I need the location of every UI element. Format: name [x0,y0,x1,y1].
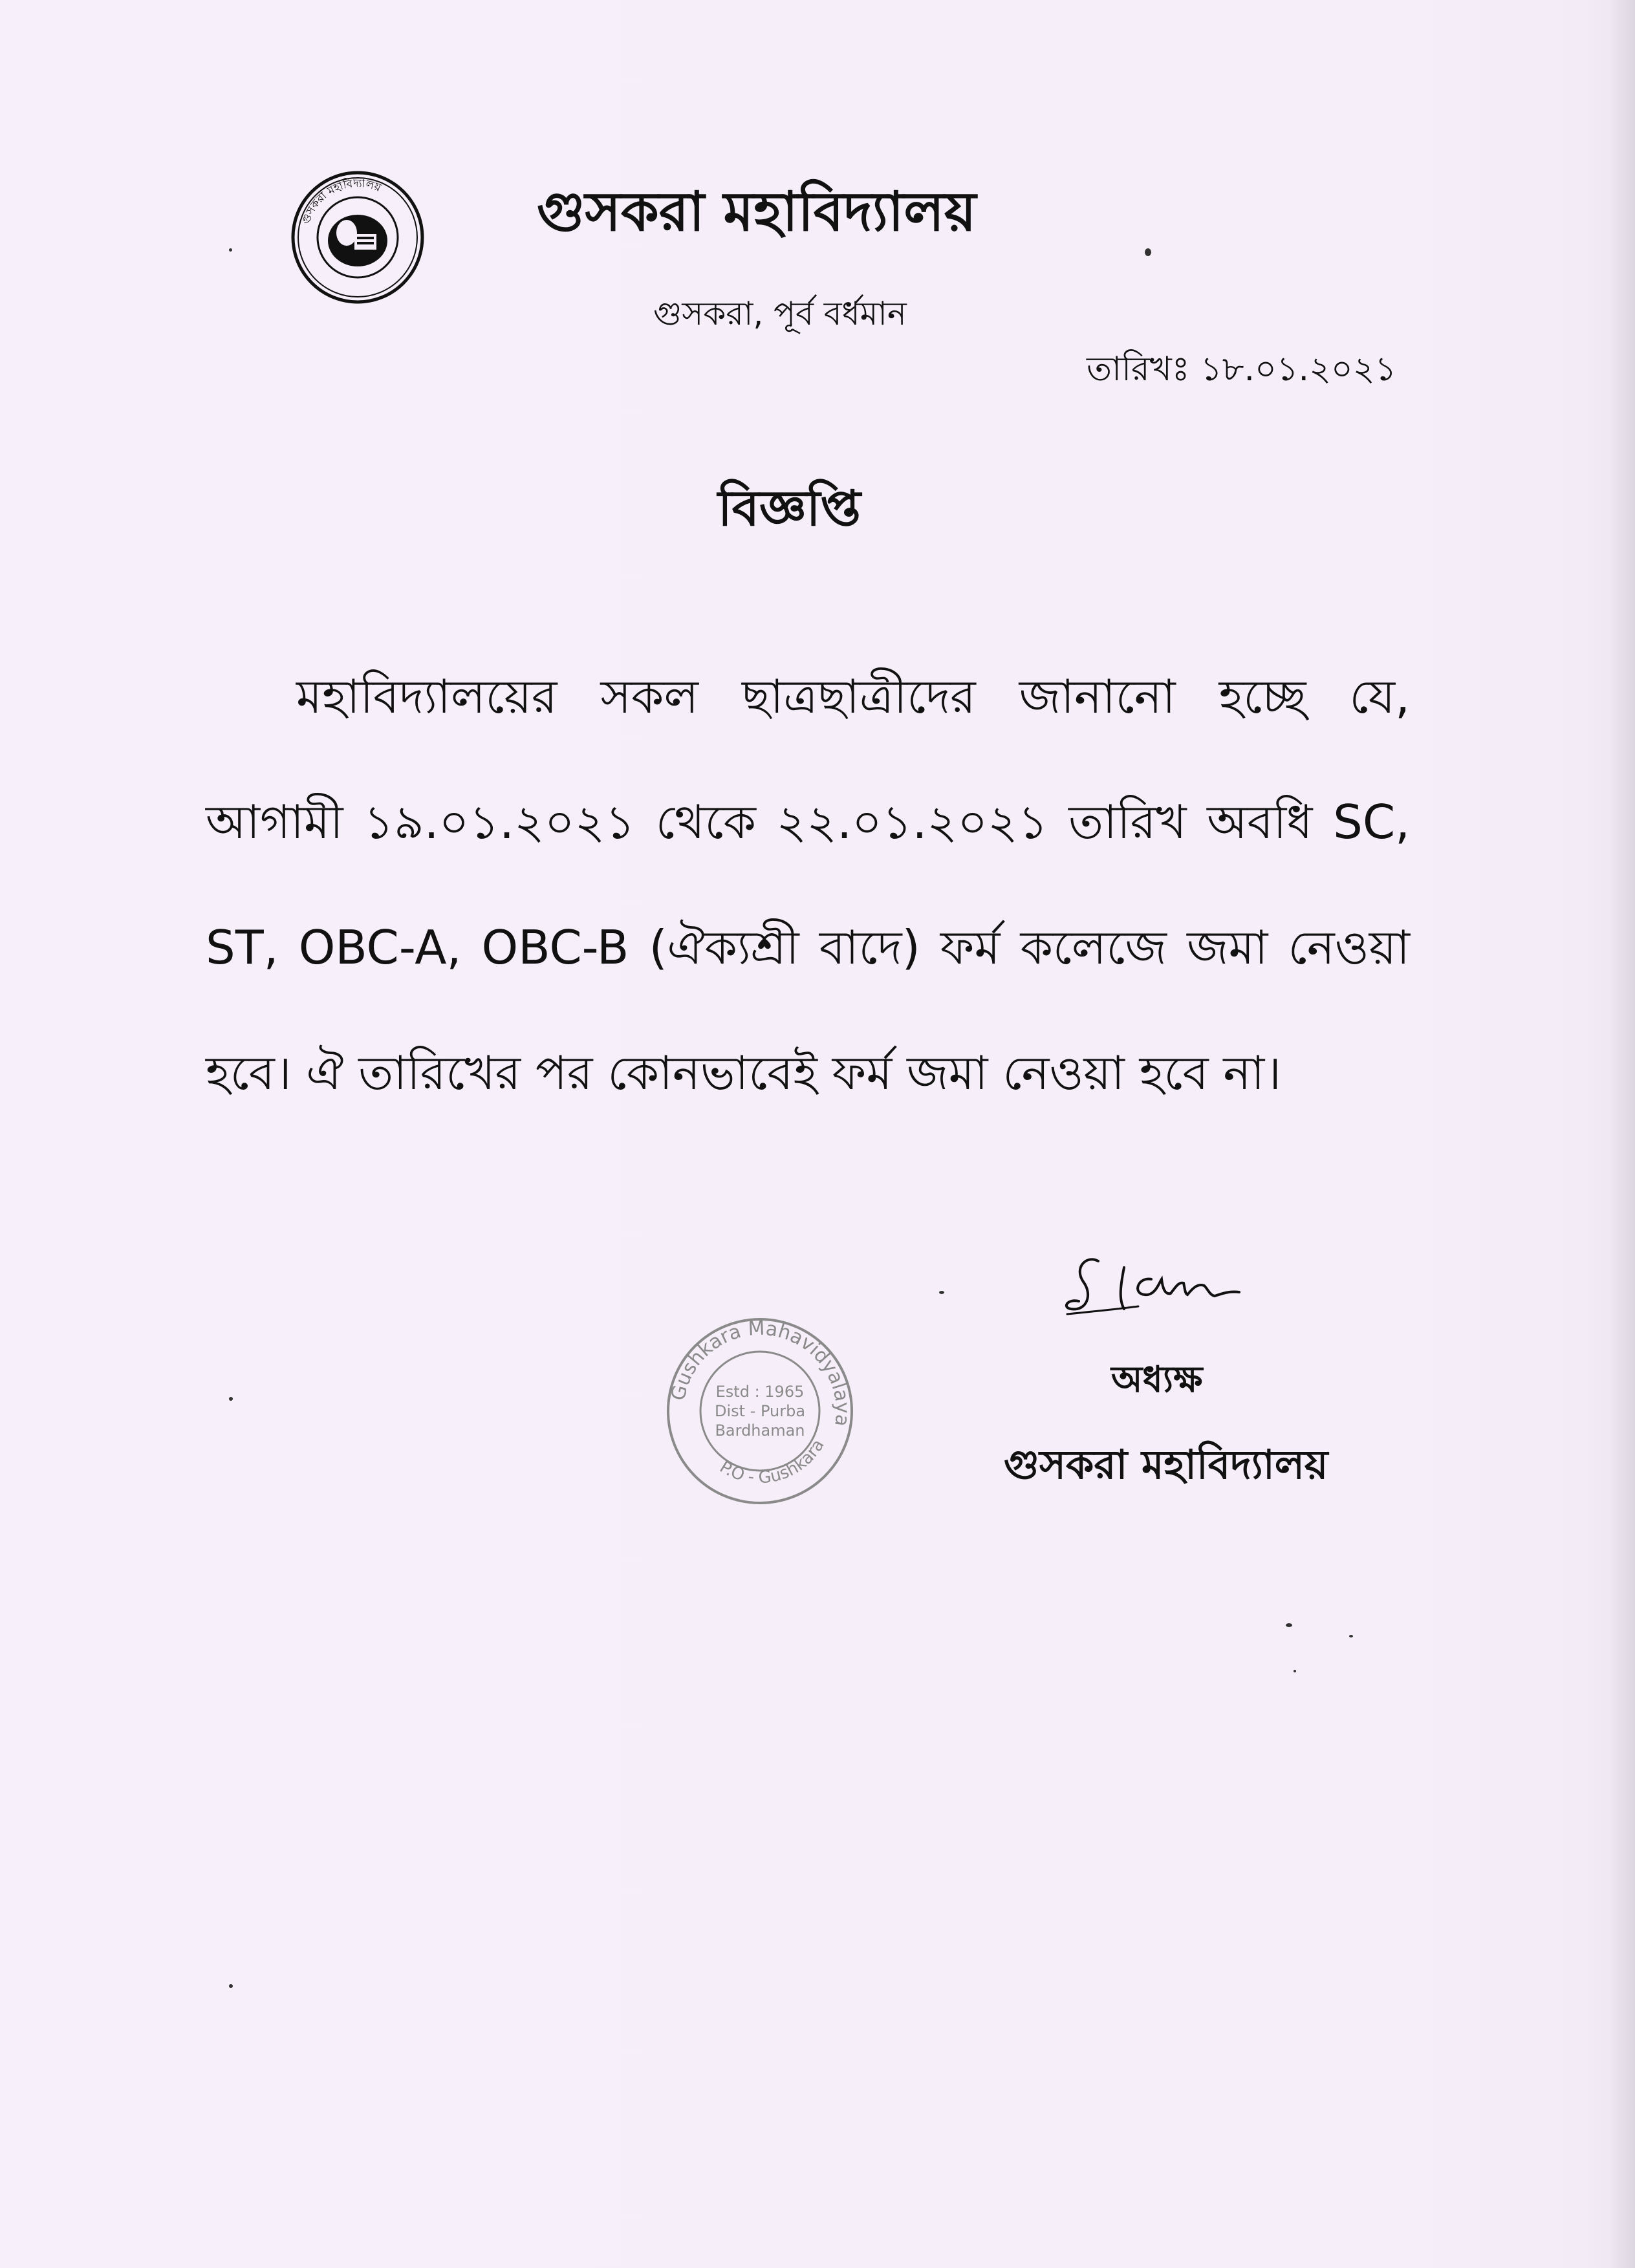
scan-speck [939,1291,944,1294]
notice-heading: বিজ্ঞপ্তি [718,479,861,537]
scan-speck [229,1397,233,1401]
scan-speck [1286,1623,1292,1627]
scan-speck [229,248,232,252]
scan-speck [1145,248,1151,256]
college-name-title: গুসকরা মহাবিদ্যালয় [537,180,977,243]
notice-body: মহাবিদ্যালয়ের সকল ছাত্রছাত্রীদের জানানো হচ্ছে যে, আগামী ১৯.০১.২০২১ থেকে ২২.০১.২০২১ তারিখ অবধি SC, ST, OBC-A, OBC-B (ঐক্যশ্রী বাদে) ফর্ম কলেজে জমা নেওয়া হবে। ঐ তারিখের পর কোনভাবেই ফর্ম জমা নেওয়া হবে না। [206,669,1410,1100]
svg-text:P.O - Gushkara: P.O - Gushkara [716,1436,828,1488]
svg-text:গুসকরা মহাবিদ্যালয়: গুসকরা মহাবিদ্যালয় [299,177,383,226]
college-address: গুসকরা, পূর্ব বর্ধমান [653,295,907,332]
college-office-stamp [663,1314,857,1508]
scan-speck [229,1984,233,1988]
principal-signature [1048,1242,1294,1345]
scan-speck [1349,1635,1353,1637]
svg-text:Gushkara Mahavidyalaya: Gushkara Mahavidyalaya [667,1317,854,1428]
signatory-designation: অধ্যক্ষ [1111,1359,1203,1401]
college-logo-seal [290,169,426,305]
page-edge-shadow [1609,0,1635,2268]
notice-date: তারিখঃ ১৮.০১.২০২১ [1087,350,1397,389]
svg-text:Bardhaman: Bardhaman [715,1421,805,1440]
signatory-organization: গুসকরা মহাবিদ্যালয় [1004,1441,1328,1488]
scan-speck [1294,1670,1296,1672]
svg-text:Dist - Purba: Dist - Purba [714,1402,806,1420]
svg-text:Estd : 1965: Estd : 1965 [715,1383,805,1401]
